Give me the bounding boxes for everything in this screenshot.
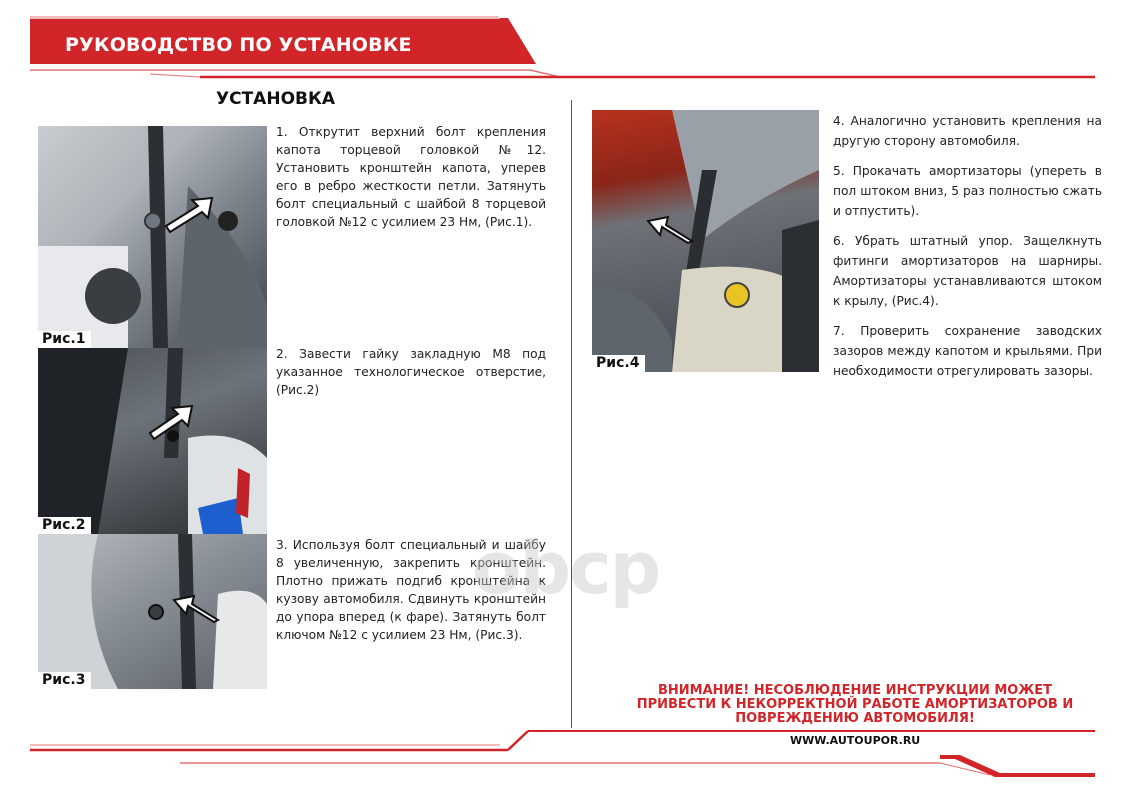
step-2-text: 2. Завести гайку закладную М8 под указанное технологическое отверстие, (Рис.2) xyxy=(276,347,546,397)
figure-4-photo xyxy=(592,110,819,372)
step-3-text: 3. Используя болт специальный и шайбу 8 увеличенную, закрепить кронштейн. Плотно прижать подгиб кронштейна к кузову автомобиля. Сдвинуть кронштейн до упора вперед (к фаре). Затянуть болт ключом №12 с усилием 23 Нм, (Рис.3). xyxy=(276,538,546,642)
header-title: РУКОВОДСТВО ПО УСТАНОВКЕ xyxy=(65,34,412,56)
figure-4-caption: Рис.4 xyxy=(592,355,645,372)
figure-2-photo xyxy=(38,348,267,534)
column-divider xyxy=(571,100,572,728)
step-1-text: 1. Открутит верхний болт крепления капота торцевой головкой №12. Установить кронштейн капота, уперев его в ребро жесткости петли. Затянуть болт специальный с шайбой 8 торцевой головкой №12 с усилием 23 Нм, (Рис.1). xyxy=(276,125,546,229)
step-7-text: 7. Проверить сохранение заводских зазоров между капотом и крыльями. При необходимости отрегулировать зазоры. xyxy=(833,324,1102,378)
website-link[interactable]: WWW.AUTOUPOR.RU xyxy=(790,734,921,747)
watermark-logo: obcp xyxy=(472,526,660,610)
step-4-text: 4. Аналогично установить крепления на другую сторону автомобиля. xyxy=(833,114,1102,148)
warning-text: ВНИМАНИЕ! НЕСОБЛЮДЕНИЕ ИНСТРУКЦИИ МОЖЕТ ПРИВЕСТИ К НЕКОРРЕКТНОЙ РАБОТЕ АМОРТИЗАТОРОВ И ПОВРЕЖДЕНИЮ АВТОМОБИЛЯ! xyxy=(636,683,1074,726)
figure-1-photo xyxy=(38,126,267,348)
step-5-text: 5. Прокачать амортизаторы (упереть в пол штоком вниз, 5 раз полностью сжать и отпустить). xyxy=(833,164,1102,218)
section-title: УСТАНОВКА xyxy=(216,89,336,109)
figure-3-caption: Рис.3 xyxy=(38,672,91,689)
step-6-text: 6. Убрать штатный упор. Защелкнуть фитинги амортизаторов на шарниры. Амортизаторы устанавливаются штоком к крылу, (Рис.4). xyxy=(833,234,1102,308)
figure-1-caption: Рис.1 xyxy=(38,331,91,348)
figure-2-caption: Рис.2 xyxy=(38,517,91,534)
figure-3-photo xyxy=(38,534,267,689)
footer-banner xyxy=(0,725,1132,800)
